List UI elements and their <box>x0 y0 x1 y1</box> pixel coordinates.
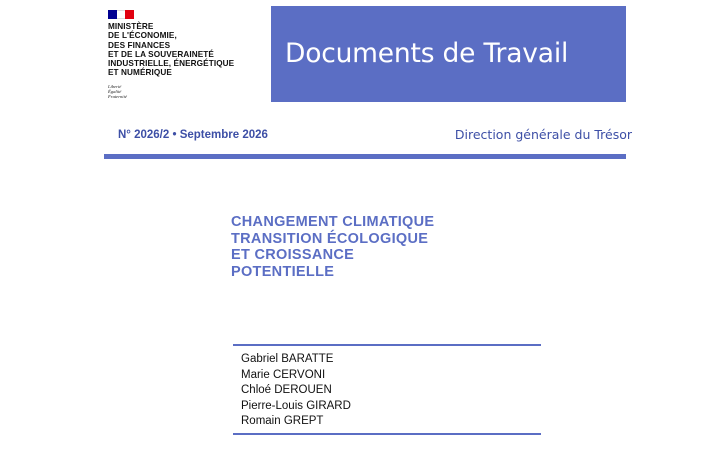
ministry-line: MINISTÈRE <box>108 22 154 31</box>
ministry-name <box>108 22 268 78</box>
author-name: Marie CERVONI <box>241 368 326 381</box>
ministry-line: DES FINANCES <box>108 40 171 50</box>
title-line: TRANSITION ÉCOLOGIQUE <box>231 230 429 247</box>
author-name: Romain GREPT <box>241 415 324 427</box>
motto-line: Égalité <box>108 89 122 94</box>
ministry-line: ET DE LA SOUVERAINETÉ <box>108 49 214 59</box>
author-list <box>241 352 351 430</box>
flag-white-stripe <box>117 10 126 19</box>
header-divider <box>104 154 626 159</box>
author-name: Chloé DEROUEN <box>241 384 332 396</box>
flag-blue-stripe <box>108 10 117 19</box>
ministry-line: INDUSTRIELLE, ÉNERGÉTIQUE <box>108 59 235 69</box>
motto-line: Liberté <box>108 84 122 89</box>
republic-motto <box>108 84 127 99</box>
series-title: Documents de Travail <box>285 38 569 69</box>
authors-top-divider <box>233 344 541 346</box>
ministry-line: ET NUMÉRIQUE <box>108 68 172 78</box>
author-name: Pierre-Louis GIRARD <box>241 399 351 412</box>
authors-bottom-divider <box>233 433 541 435</box>
french-flag-logo <box>108 10 134 19</box>
title-line: POTENTIELLE <box>231 263 335 280</box>
author-name: Gabriel BARATTE <box>241 353 334 365</box>
issue-number: N° 2026/2 • Septembre 2026 <box>118 129 268 141</box>
flag-red-stripe <box>125 10 134 19</box>
publisher-direction: Direction générale du Trésor <box>454 127 632 142</box>
series-banner <box>271 6 626 102</box>
title-line: ET CROISSANCE <box>231 247 355 263</box>
title-line: CHANGEMENT CLIMATIQUE <box>231 214 435 230</box>
document-title <box>231 214 434 280</box>
ministry-line: DE L'ÉCONOMIE, <box>108 31 177 41</box>
motto-line: Fraternité <box>108 94 127 99</box>
